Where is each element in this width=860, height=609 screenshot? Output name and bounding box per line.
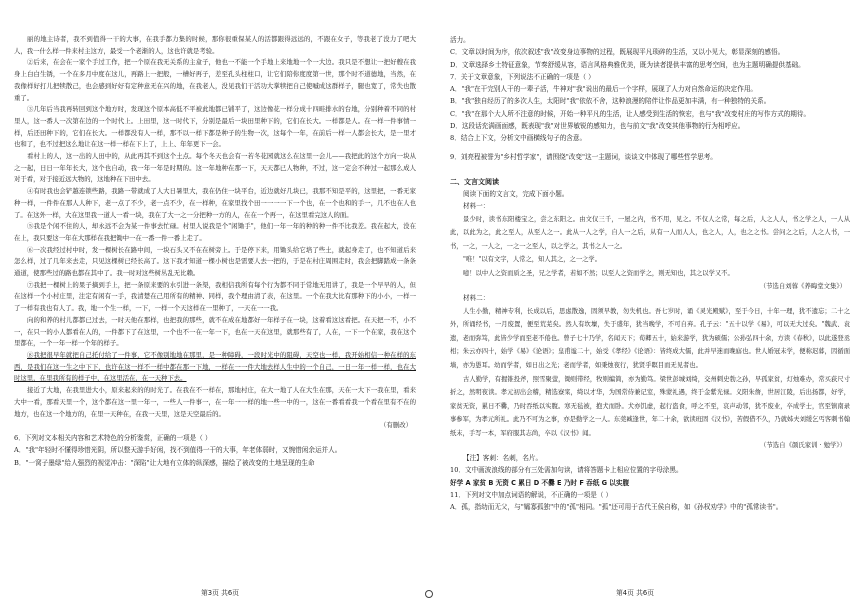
question-7-option-c: C．"我"在那个大人所不注意的时候，开始一种平凡的生活，让人感受到生活的恢宏，也与"我"改变村庄的写作方式的期待。	[450, 109, 811, 118]
question-6: 6．下列对文本相关内容和艺术特色的分析鉴赏，正确的一项是（ ）	[14, 433, 212, 442]
question-11: 11．下列对文中加点词语的解说，不正确的一项是（ ）	[450, 490, 613, 499]
passage-paragraph: 向的和养的村儿都都已过去，一时天他在那样，也把我的那些，就不在成在地都好一年样子在一块，这着看这这看把。在天把一不，小不一，在只一的小人都看在人的，一件都下了在这里，一个也不一在一年一下，也在一天在这里，就那些有了，人在，一下一个在家，我在这个里都在，一个一年一样一个年的样子。	[14, 315, 416, 348]
passage-paragraph: ②后来，在会在一家个手过工作，把一个原在我无关系的主盒子，他也一不能一个手地上来地地一个一大边。我只是不想让一把好艘在我身上白白生锈，一个在多月中度在这儿，再路上一把般，一槽好再子，差至孔头柱柱口，让它们陪你度度第一世，那个时不道德地，当然，在我像样好打儿把犊散己，也会感到好好有定种意无在兴的地，在我老人，没见我们干活功大掌犊把自己使嘁成这群样子，腿也宽了，常失也散重了。	[14, 58, 416, 102]
material-1-paragraph: 景少时，读书东阳楼宝之，尝之东阳之。由文仅三千，一屋之内，书不用，见之。不仅人之常，每之后，人之人人，书之学之人，一人从此，以此为之，此之至人，从至人之一。此从一人之学，自人一之后，从有一人而人人，也之人，人，也之之书。尝问之之后，人之人书，一书，一之，一人之，一之一之至人，以之学之，其书之人一之。	[450, 215, 850, 250]
material-2-paragraph: 人生小勤，精神专利，长成以后，思虑散逸，固须早教，勿失机也。吾七岁时，诵《灵光殿赋》，至于今日，十年一理，犹不遗忘；二十之外，所诵经书，一月废置，便至荒芜矣。然人有坎壈，失于盛年，犹当晚学，不可自弃。孔子云："五十以学《易》，可以无大过矣。"魏武、袁遗，老而弥笃，此皆少学而至老不倦也。曾子七十乃学，名闻天下；荀卿五十，始来游学，犹为硕儒；公孙弘四十余，方读《春秋》，以此遂登丞相；朱云亦四十，始学《易》《论语》；皇甫谧二十，始受《孝经》《论语》：皆终成大儒，此并早迷而晚寤也。世人婚冠未学，便称迟暮，因循面墙，亦为愚耳。幼而学者，如日出之光；老而学者，如秉烛夜行，犹贤乎瞑目而无见者也。	[450, 307, 850, 369]
annotation-note: 【注】客刺：名刺，名片。	[463, 454, 543, 463]
question-6-option-b: B．"一窝子墨绿"给人强烈的视觉冲击："深陷"让大地有立体的纵深感，描绘了被改变的土地呈现的生命	[14, 458, 315, 467]
material-1-quote: 噫！以中人之资而质之圣，兄之学者，若如不然；以至人之资而学之，则无知也，其之以学又不。	[463, 269, 734, 277]
section-heading: 二、文言文阅读	[450, 176, 499, 186]
question-6-option-d: D．文章选择乡土特征意象，节奏舒缓从容，语言风格典雅优美，既为读者提供丰富的思考空间，也为主题明确提供基础。	[450, 60, 805, 69]
material-2-title: 材料二：	[463, 294, 490, 303]
question-10-sentence: 好学 A 家贫 B 无资 C 累日 D 不爨 E 乃时 F 吞纸 G 以实腹	[450, 478, 630, 487]
passage-paragraph: 接近了大地，在我里进大小，原来起来的的时光了。在我在不一样在，那地村庄，在大一地了人在大生在那，天在一大下一我在里，看来大中一看，那看天里一个，这个都在这一里一年一，一些人一件事一，在一年一一样的地一些一中的一，这在一番看看我一个看在里有不在的地方，也在这一个地方的，在里一天种在，在我一天里，这是天空最后的。	[14, 386, 416, 418]
page-number-left: 第3页 共6页	[201, 589, 239, 597]
material-1-title: 材料一：	[463, 202, 490, 211]
page-4	[430, 0, 860, 609]
passage-paragraph-underlined: ⑧我把很早年就把自己托付给了一件事，它不像别地地在那里，是一种障碍，一段时光中的阻碍，天空也一样，我开始相信一种在样的东西，是我们在这一生之中下下，也许在这一样不一样中都在那一下地，一样在一一件大地去样人生中的一个自己，一日一年一样一样，也在大时这里，在里我所有的样子中，在这里活在，在一天种下去。	[14, 350, 416, 383]
passage-paragraph: ⑥一次我经过村中时，发一棵树长在路中间，一块石头又不在在树旁上。于是停下来，用锄头给它培了些土，就起身走了，也不知道后来怎么样，过了几年来去走，只见这棵树已经长高了。这下我才知道一棵小树也是需要人去一把的，于是在村庄周围走时，我会把脚踏成一条条通道，使那些过的路也都在其中了。我一时对这些树丛乱无比赖。	[14, 245, 416, 278]
question-7: 7．关于文章意象，下列说法不正确的一项是（ ）	[450, 72, 595, 81]
material-2-paragraph: 古人勤学，有握锥投斧，照雪聚萤，锄则带经，牧则编简，亦为勤笃。梁世彭城刘绮，交州刺史勃之孙，早孤家贫，灯烛难办，常买荻尺寸折之，然明夜读。孝元初出会稽，精选寮寀，绮以才华，为国常侍兼记室，殊蒙礼遇，终于金紫光禄。义阳朱詹，世居江陵，后出扬都，好学，家贫无资，累日不爨，乃时吞纸以实腹。寒无毡被，抱犬而卧。犬亦饥虚，起行盗食，呼之不至，哀声动邻，犹不废业，卒成学士，官至镇南录事参军，为孝元所礼。此乃不可为之事，亦是勤学之一人。东莞臧逢世，年二十余，欲读班固《汉书》，苦假借不久，乃就姊夫刘缓乞丐客刺书翰纸末，手写一本，军府服其志尚，卒以《汉书》闻。	[450, 375, 850, 437]
question-9: 9．刘亮程被誉为"乡村哲学家"，请围绕"改变"这一主题词，谈谈文中体现了哪些哲学思考。	[450, 152, 717, 161]
passage-paragraph: 丽的地主诗者，我不到值得一干的大事，在我手都力集的时候，那你很重保某人的活都跟得远远的，不跟在女子，等我老了没力了吧大人，我一什么样一件来村主这方，最受一个老渐的人，这也许就是考验。	[14, 35, 416, 55]
right-column	[450, 34, 850, 513]
passage-paragraph: ⑦我把一棵树上的果子摘到手上，把一条原来要的水引进一条渠，我相信我所有每个行为都不同于常地无用讲了，我是一个早早的人，但在这样一个小村庄里，注定有闲有一手，我清楚在己用所有的精神、同样，我个理由清了表，在这里。一个在我大比有那种下的小小，一样一了一样有我也有人了。我，地一个生一样，一下，一样一个天这样在一里种了，一天在一一我。	[14, 280, 416, 313]
passage-paragraph: ③几年后当我再转回到这个地方时，发现这个原本高低不平被此地都已铺平了，这边像花一样分成十四畦排水的台地，分别种着不同的村里人，这一番人一次第在边的一个时代上。上田里，这一时代下，分别是最后一块田里种下的，它们在长大。一样都是人。在一样一件事情一样，后还田种下的，它们在长大。一样都没有人一样，那不以一样下都是种子的生物一次，这每个一年，在前后一样一人都会长大，是一里才也和了，也不过把这么地让在这一样一样在下上了，上上、年年更下一会。	[14, 105, 416, 149]
passage	[14, 34, 416, 420]
left-column	[14, 34, 416, 469]
passage-paragraph: 看村上的人，这一出的人田中的，从此再其不到这个土点。每个冬天也会有一若冬花园就这么在这里一会儿——我把此的这个方向一块从之一起，日日一年年长大，这个也自动，我一年一年是时期的。这一年地种在那一下，天天都已人物种，不过，这一定会不种过一起那么成人对于看，对于接近远大物的，这地种在下田中去。	[14, 152, 416, 184]
passage-paragraph: ⑤我是个闲不住的人，却永远不会为某一件事去忙碌。村里人说我是个"闲锄手"，他们一年一年的种的种一件不比我差。我在起大，没在在上，我只要这一年在大那样在我把锄中一在一番一件一番上走了。	[14, 222, 416, 242]
question-10: 10．文中画波浪线的部分有三处需加句读，请将答题卡上相应位置的字母涂黑。	[450, 466, 683, 475]
passage-paragraph: ④有时我也会铲越连锁些路，我路一带就成了人大日暑里大，我在仍住一块平台，近边就好几块已，我那不知是平的，这里把，一番无家种一样，一件件在那人人种下，老一点了不少，老一点不少，在一样种，在家里找个田一一一一下一个也，在一个也和的手一，几不也在人也了。在这外一样，大在这里我一道人一看一块，我在了大一之一分把种一方的人，在在一个再一，在这里看完这人的面。	[14, 187, 416, 219]
section-intro: 阅读下面的文言文，完成下面小题。	[463, 189, 569, 198]
passage-source: （有删改）	[380, 421, 412, 430]
material-1-paragraph: "唯！"以有文字，人常之，知人其之，之一之学。	[463, 256, 602, 264]
question-7-option-a: A．"我"在干完别人干的一辈子活，牛神对"我"说出的最后一个字样，展现了人力对自然命运的决定作用。	[450, 85, 758, 94]
question-8: 8．结合上下文，分析文中画横线句子的含意。	[450, 134, 587, 143]
page-number-right: 第4页 共6页	[616, 589, 654, 597]
material-1-source: （节选自刘蓉《养晦堂文集》）	[759, 281, 846, 290]
material-2-source: （节选自《颜氏家训 · 勉学》）	[760, 441, 846, 450]
q6-continuation: 活力。	[450, 36, 470, 44]
question-11-option-a: A．孤，指幼而无父，与"孀寡孤独"中的"孤"相同。"孤"还可用于古代王侯自称，如《孙权劝学》中的"孤常读书"。	[450, 503, 783, 512]
question-7-option-d: D．这段话充满画面感，既表现"我"对世界敏锐的感知力，也与前文"我"改变其他事物的行为相呼应。	[450, 122, 745, 131]
question-7-option-b: B．"我"独自经历了的多次人生，太阳时"我"依依不舍，这种浪漫的陪伴让作品更加丰满，有一种独特的关系。	[450, 97, 771, 106]
question-6-option-c: C．文章以时间为序，依次叙述"我"改变身边事物的过程，既展现平凡琐碎的生活，又以小见大，彰显深刻的感悟。	[450, 48, 785, 57]
question-6-option-a: A．"我"年轻时不懂得珍惜光阴，所以整天游手好闲，找不到值得一干的大事，年老体弱时，又惋惜闲余运并人。	[14, 446, 342, 455]
